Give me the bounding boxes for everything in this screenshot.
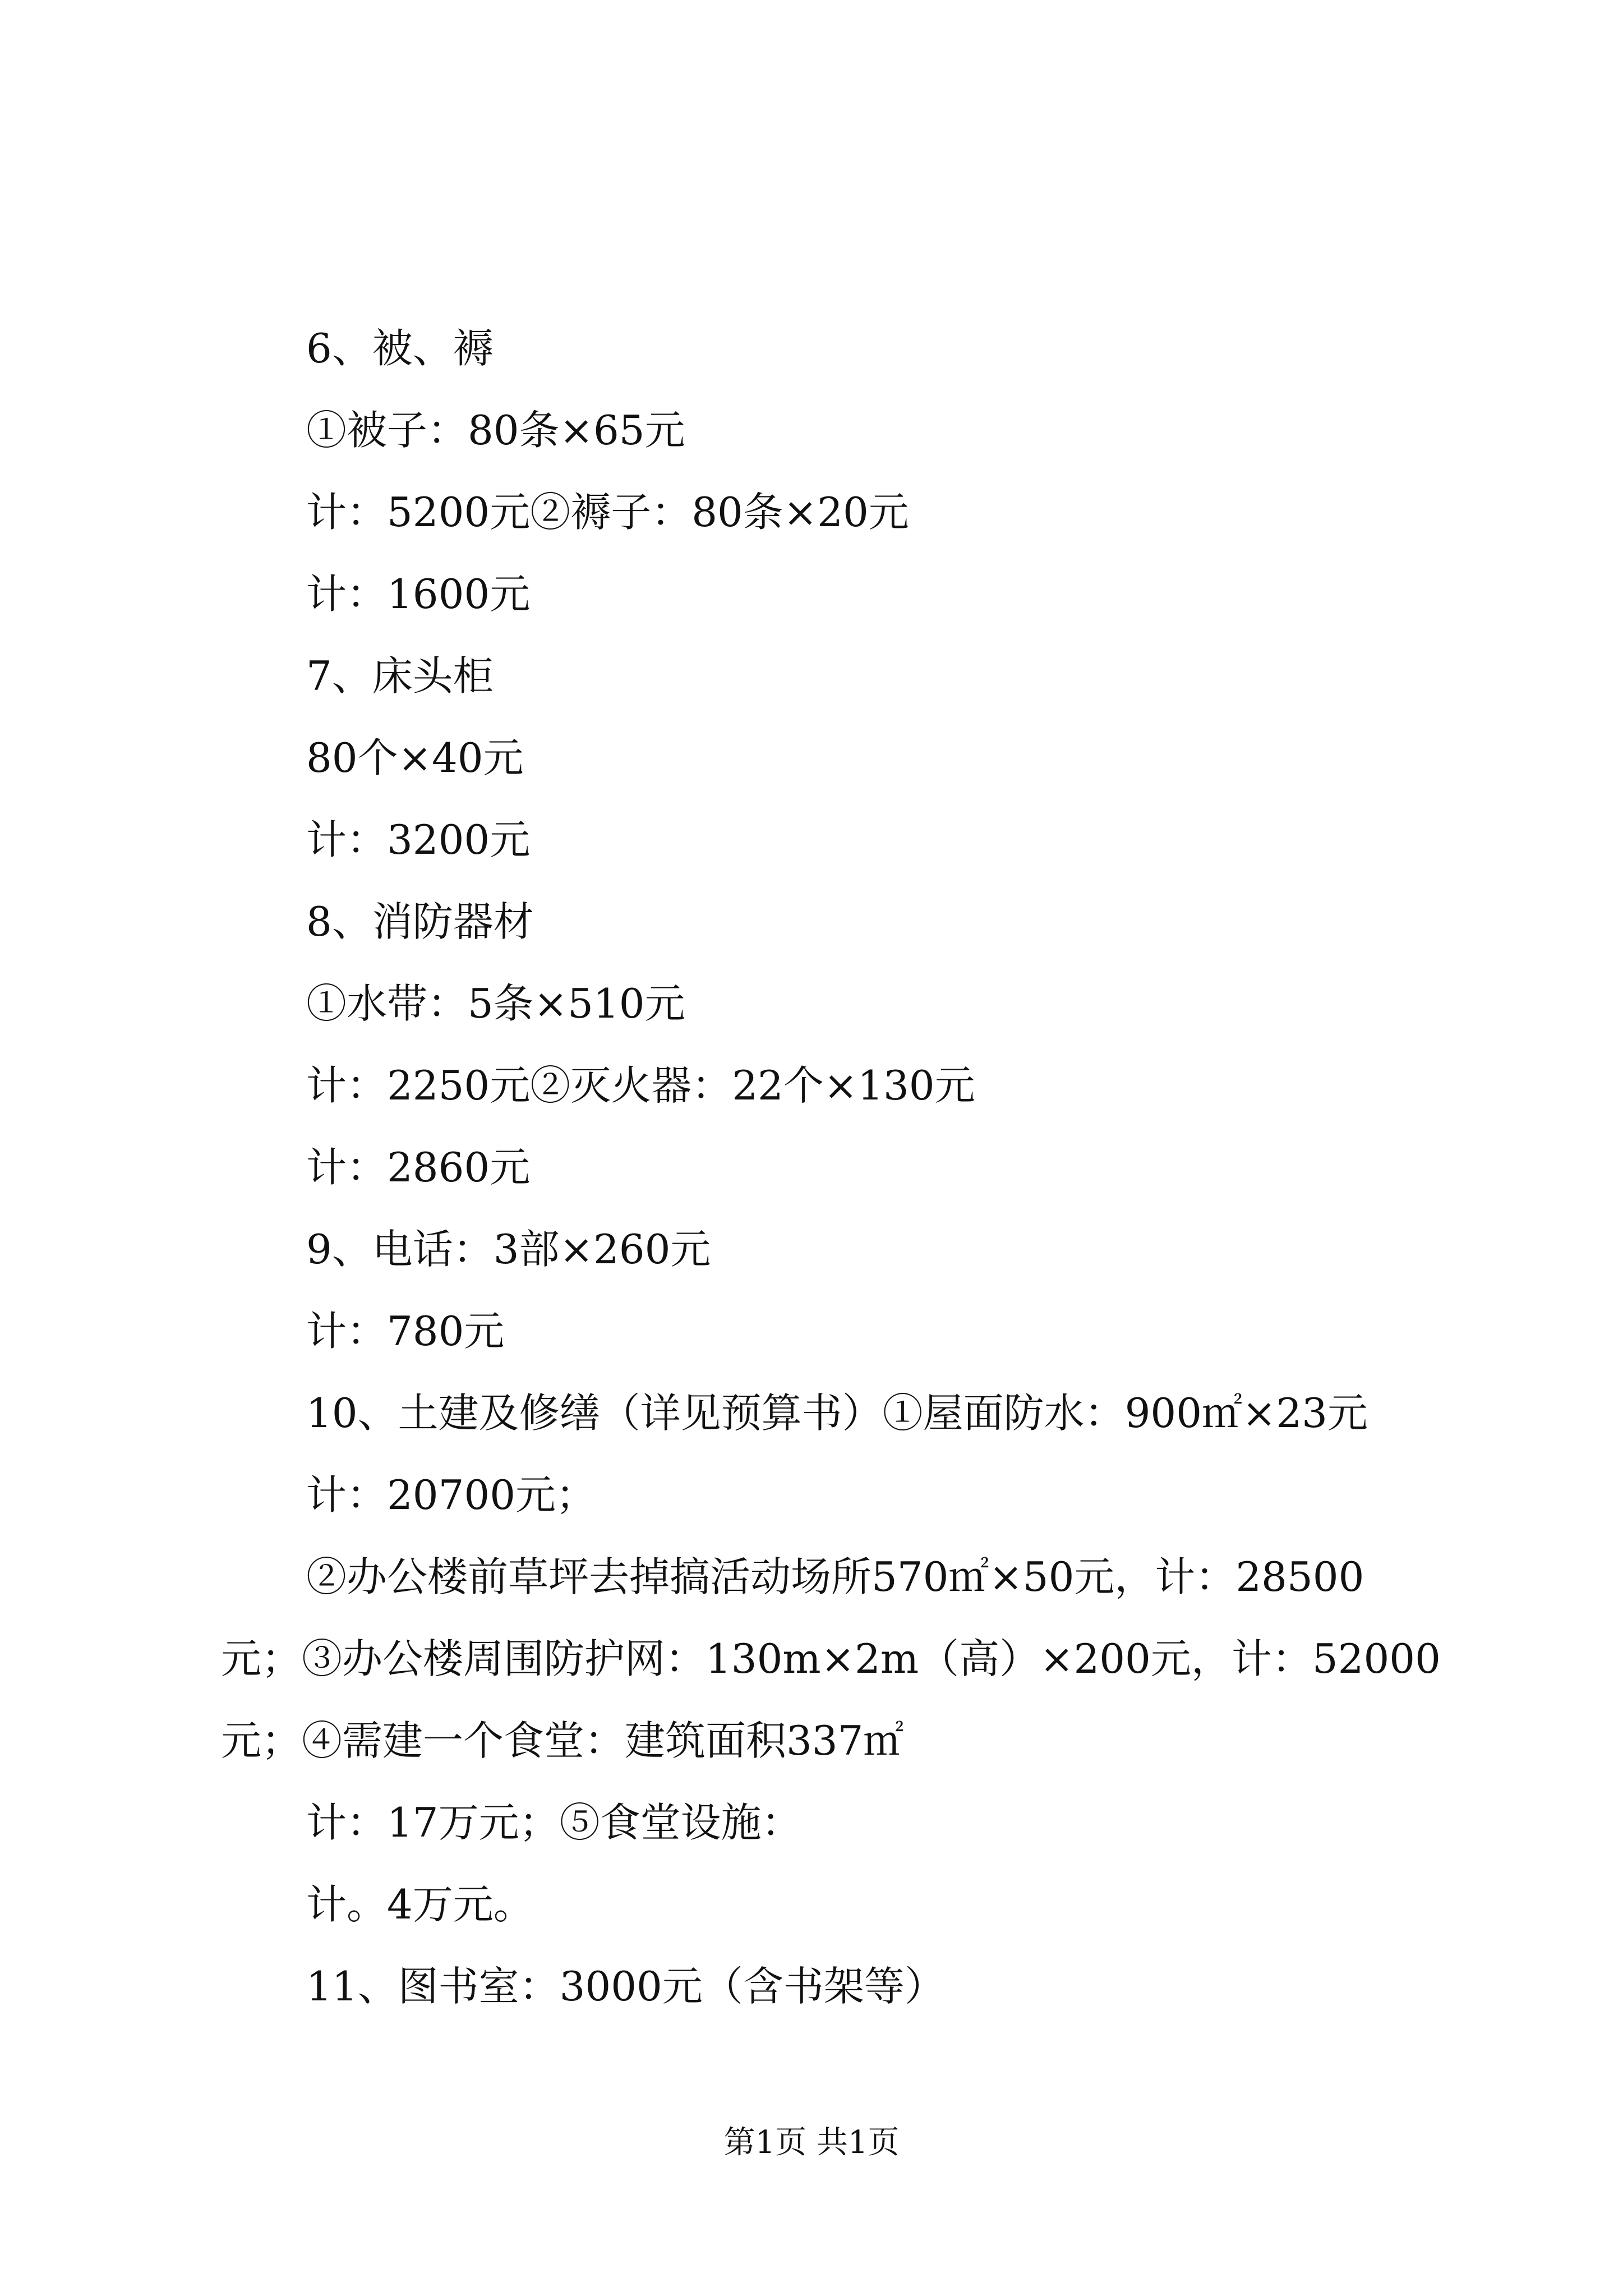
text-line: 计：1600元	[306, 570, 531, 618]
text-line: 6、被、褥	[306, 325, 494, 372]
text-line: 9、电话：3部×260元	[306, 1226, 711, 1273]
text-line: 8、消防器材	[306, 898, 534, 945]
text-line: 计。4万元。	[306, 1881, 534, 1928]
text-line: 80个×40元	[306, 734, 524, 781]
text-line: 计：2860元	[306, 1144, 531, 1191]
text-line: 10、土建及修缮（详见预算书）①屋面防水：900㎡×23元	[306, 1389, 1368, 1437]
text-line: 元；③办公楼周围防护网：130m×2m（高）×200元，计：52000	[221, 1635, 1441, 1682]
text-line: ①水带：5条×510元	[306, 980, 685, 1027]
text-line: 计：3200元	[306, 816, 531, 863]
document-body	[221, 307, 1441, 2027]
page-footer: 第1页 共1页	[723, 2124, 900, 2161]
text-line: 计：2250元②灭火器：22个×130元	[306, 1062, 975, 1109]
text-line: 计：17万元；⑤食堂设施：	[306, 1799, 802, 1846]
text-line: 计：780元	[306, 1308, 505, 1355]
text-line: 计：5200元②褥子：80条×20元	[306, 489, 909, 536]
text-line: 元；④需建一个食堂：建筑面积337㎡	[221, 1717, 904, 1764]
text-line: ②办公楼前草坪去掉搞活动场所570㎡×50元，计：28500	[306, 1553, 1364, 1600]
text-line: 计：20700元；	[306, 1471, 597, 1519]
text-line: 11、图书室：3000元（含书架等）	[306, 1963, 945, 2010]
text-line: ①被子：80条×65元	[306, 407, 685, 454]
text-line: 7、床头柜	[306, 652, 494, 700]
